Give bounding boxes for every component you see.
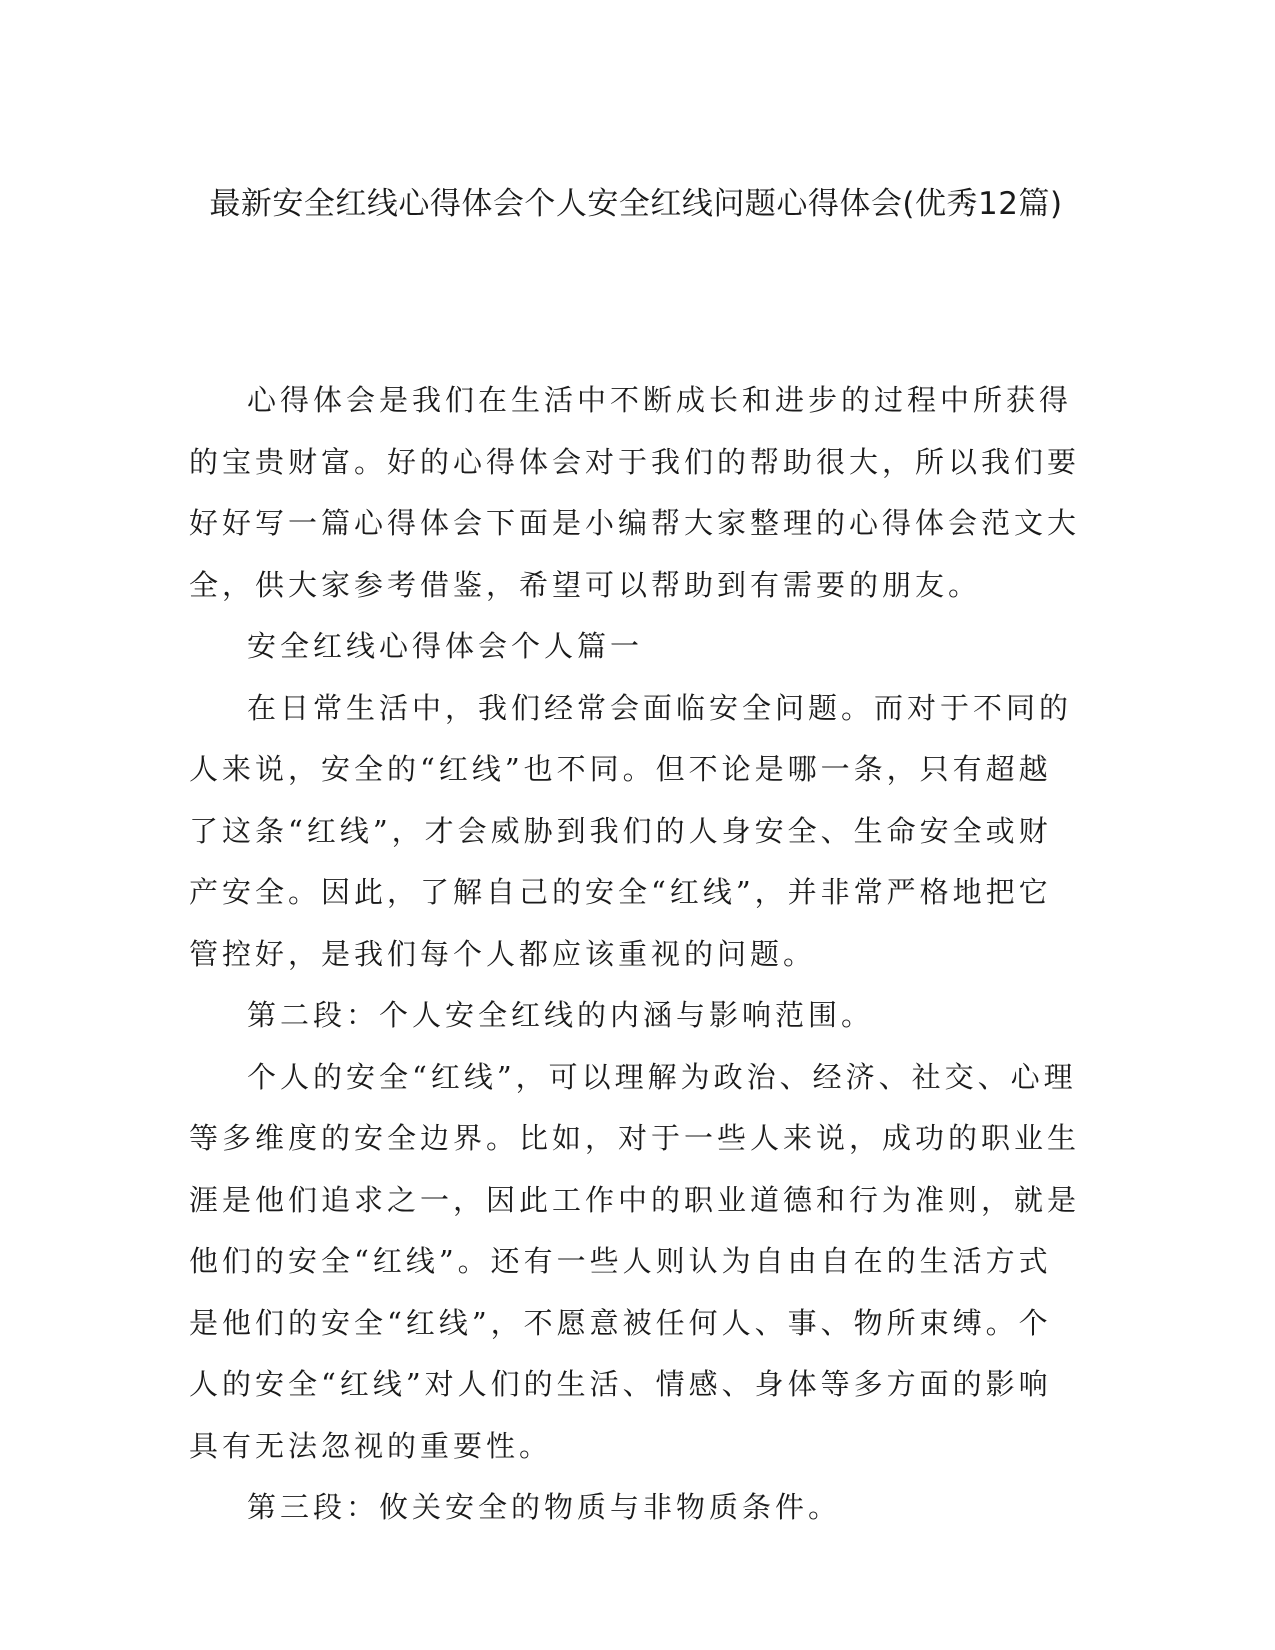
section-heading-part-two: 第二段：个人安全红线的内涵与影响范围。 xyxy=(247,998,875,1032)
body-paragraph: 个人的安全“红线”，可以理解为政治、经济、社交、心理等多维度的安全边界。比如，对于一些人来说，成功的职业生涯是他们追求之一，因此工作中的职业道德和行为准则，就是他们的安全“红线”。还有一些人则认为自由自在的生活方式是他们的安全“红线”，不愿意被任何人、事、物所束缚。个人的安全“红线”对人们的生活、情感、身体等多方面的影响具有无法忽视的重要性。 xyxy=(189,1059,1081,1463)
document-title: 最新安全红线心得体会个人安全红线问题心得体会(优秀12篇) xyxy=(209,186,1063,222)
body-paragraph: 在日常生活中，我们经常会面临安全问题。而对于不同的人来说，安全的“红线”也不同。但不论是哪一条，只有超越了这条“红线”，才会威胁到我们的人身安全、生命安全或财产安全。因此，了解自己的安全“红线”，并非常严格地把它管控好，是我们每个人都应该重视的问题。 xyxy=(189,690,1073,971)
section-heading-part-three: 第三段：攸关安全的物质与非物质条件。 xyxy=(247,1490,842,1524)
section-heading-part-one: 安全红线心得体会个人篇一 xyxy=(247,629,644,663)
intro-paragraph: 心得体会是我们在生活中不断成长和进步的过程中所获得的宝贵财富。好的心得体会对于我们的帮助很大，所以我们要好好写一篇心得体会下面是小编帮大家整理的心得体会范文大全，供大家参考借鉴，希望可以帮助到有需要的朋友。 xyxy=(189,383,1081,602)
document-body xyxy=(189,370,1080,1539)
